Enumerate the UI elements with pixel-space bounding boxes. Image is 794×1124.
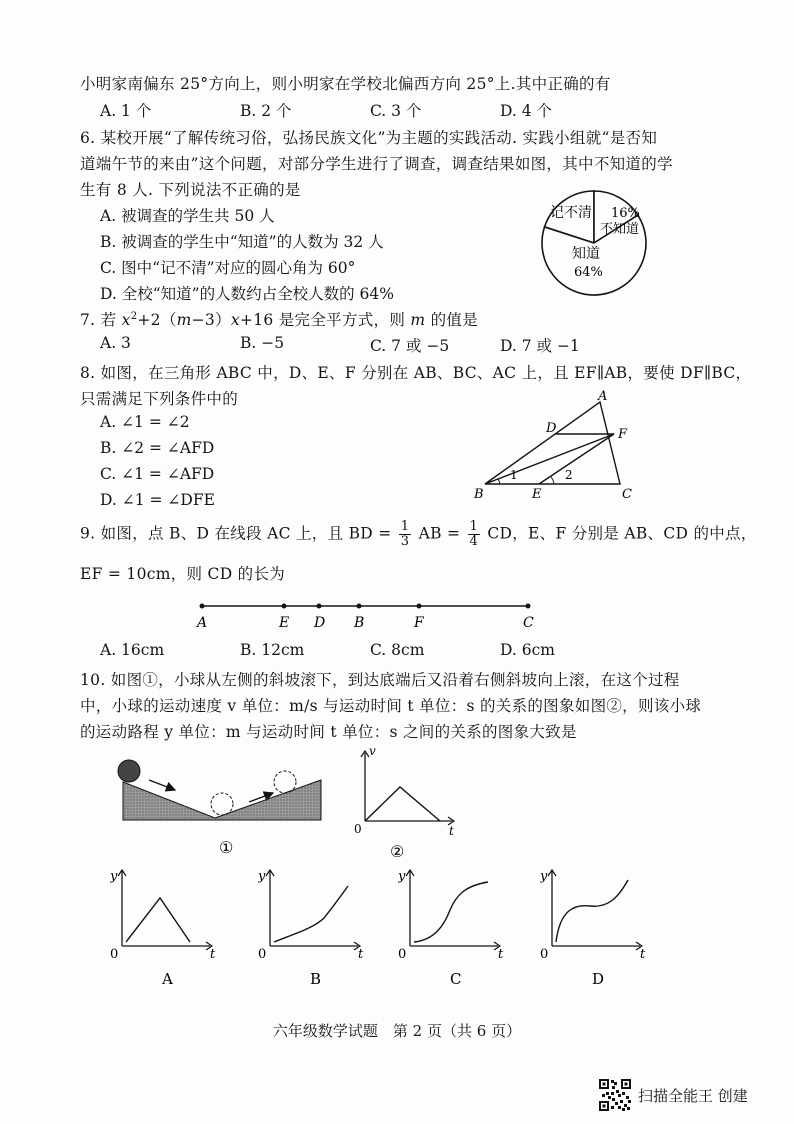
q6-option-c: C. 图中“记不清”对应的圆心角为 60° — [100, 259, 356, 277]
q8-label-e: E — [532, 487, 542, 502]
q8-option-a: A. ∠1 = ∠2 — [100, 413, 190, 431]
answer-y-label: y — [110, 869, 118, 884]
q10-line3: 的运动路程 y 单位：m 与运动时间 t 单位：s 之间的关系的图象大致是 — [80, 723, 577, 741]
answer-curve-c — [414, 882, 488, 942]
q9-frac2-den: 4 — [469, 534, 479, 549]
q7-stem-tail: 的值是 — [425, 311, 479, 329]
answer-curve-d — [556, 880, 628, 942]
q7-option-c: C. 7 或 −5 — [370, 337, 450, 355]
pie-label-64pct: 64% — [574, 265, 603, 280]
q7-stem-end: +16 是完全平方式，则 — [239, 311, 411, 329]
answer-label-d: D — [592, 970, 605, 988]
q6-pie-chart — [528, 186, 658, 300]
q7-stem — [80, 308, 478, 330]
segment-label-c: C — [523, 615, 534, 631]
q10-figure-1-slopes — [115, 757, 330, 857]
q7-option-b: B. −5 — [240, 334, 285, 352]
camscanner-watermark — [598, 1078, 748, 1112]
q8-option-d: D. ∠1 = ∠DFE — [100, 491, 215, 509]
answer-t-label: t — [210, 947, 216, 962]
q9-frac1-den: 3 — [400, 534, 410, 549]
q9-pre: 9. 如图，点 B、D 在线段 AC 上，且 BD = — [80, 524, 392, 543]
answer-graph-a — [110, 866, 220, 996]
q6-line2: 道端午节的来由”这个问题，对部分学生进行了调查，调查结果如图，其中不知道的学 — [80, 155, 673, 173]
answer-y-label: y — [258, 869, 266, 884]
q10-line2: 中，小球的运动速度 v 单位：m/s 与运动时间 t 单位：s 的关系的图象如图②，则该小球 — [80, 697, 702, 715]
segment-point-b — [357, 604, 362, 609]
pie-label-jibuqing: 记不清 — [550, 205, 592, 221]
figure-1-label: ① — [219, 838, 234, 857]
q8-line1: 8. 如图，在三角形 ABC 中，D、E、F 分别在 AB、BC、AC 上，且 EF∥AB，要使 DF∥BC， — [80, 364, 752, 382]
q9-segment-figure — [190, 596, 540, 632]
answer-graph-d — [540, 866, 650, 996]
qr-code-icon — [598, 1078, 632, 1112]
segment-point-c — [526, 604, 531, 609]
q8-label-c: C — [622, 487, 632, 502]
answer-t-label: t — [640, 947, 646, 962]
q7-stem-post: −3） — [191, 311, 231, 329]
pie-label-buzhidao: 不知道 — [600, 222, 640, 237]
q9-line2: EF = 10cm，则 CD 的长为 — [80, 565, 286, 583]
q5-text: 小明家南偏东 25°方向上，则小明家在学校北偏西方向 25°上.其中正确的有 — [80, 75, 611, 93]
segment-label-a: A — [197, 615, 208, 631]
camscanner-text: 扫描全能王 创建 — [638, 1086, 748, 1105]
q6-line1: 6. 某校开展“了解传统习俗，弘扬民族文化”为主题的实践活动. 实践小组就“是否知 — [80, 129, 658, 147]
q8-angle-1: 1 — [510, 468, 518, 482]
segment-label-b: B — [354, 615, 365, 631]
answer-label-b: B — [310, 970, 322, 988]
answer-label-a: A — [162, 970, 173, 988]
q6-option-a: A. 被调查的学生共 50 人 — [100, 207, 275, 225]
segment-point-d — [317, 604, 322, 609]
answer-origin: 0 — [398, 947, 407, 962]
q5-option-a: A. 1 个 — [100, 102, 152, 120]
q7-option-d: D. 7 或 −1 — [500, 337, 580, 355]
segment-label-d: D — [314, 615, 326, 631]
answer-y-label: y — [398, 869, 406, 884]
answer-t-label: t — [358, 947, 364, 962]
q8-angle-2: 2 — [565, 468, 573, 482]
q9-option-d: D. 6cm — [500, 641, 555, 659]
q9-frac-2 — [468, 520, 481, 549]
q10-figure-2-vt-graph — [350, 745, 460, 860]
q7-m2: m — [410, 311, 426, 329]
q8-label-f: F — [618, 427, 628, 442]
answer-origin: 0 — [258, 947, 267, 962]
q6-line3: 生有 8 人. 下列说法不正确的是 — [80, 181, 301, 199]
q8-option-b: B. ∠2 = ∠AFD — [100, 439, 215, 457]
segment-label-f: F — [414, 615, 424, 631]
q9-option-b: B. 12cm — [240, 641, 305, 659]
answer-origin: 0 — [540, 947, 549, 962]
q7-stem-mid: +2（ — [137, 311, 177, 329]
answer-t-label: t — [498, 947, 504, 962]
q5-option-d: D. 4 个 — [500, 102, 553, 120]
answer-y-label: y — [540, 869, 548, 884]
q8-line2: 只需满足下列条件中的 — [80, 390, 239, 408]
pie-label-16pct: 16% — [611, 206, 640, 221]
page-footer: 六年级数学试题 第 2 页（共 6 页） — [272, 1022, 522, 1040]
q9-stem — [80, 520, 757, 549]
segment-label-e: E — [279, 615, 290, 631]
q10-line1: 10. 如图①，小球从左侧的斜坡滚下，到达底端后又沿着右侧斜坡向上滚，在这个过程 — [80, 671, 680, 689]
figure-2-label: ② — [390, 842, 405, 860]
q8-label-b: B — [474, 487, 484, 502]
pie-label-zhidao: 知道 — [572, 246, 600, 262]
answer-curve-a — [126, 898, 190, 942]
fig2-v-label: v — [369, 745, 376, 758]
q8-label-a: A — [598, 389, 608, 404]
ball-outline-icon — [211, 793, 233, 815]
q8-option-c: C. ∠1 = ∠AFD — [100, 465, 215, 483]
q7-m: m — [176, 311, 192, 329]
ball-icon — [118, 760, 140, 782]
q9-frac-1 — [399, 520, 412, 549]
fig2-t-label: t — [449, 824, 454, 838]
answer-label-c: C — [450, 970, 462, 988]
answer-origin: 0 — [110, 947, 119, 962]
q9-frac2-num: 1 — [469, 519, 479, 534]
q7-option-a: A. 3 — [100, 334, 131, 352]
q9-option-c: C. 8cm — [370, 641, 425, 659]
segment-point-e — [282, 604, 287, 609]
q5-option-c: C. 3 个 — [370, 102, 422, 120]
fig2-origin: 0 — [354, 822, 362, 836]
q6-option-b: B. 被调查的学生中“知道”的人数为 32 人 — [100, 233, 384, 251]
q9-option-a: A. 16cm — [100, 641, 165, 659]
q6-option-d: D. 全校“知道”的人数约占全校人数的 64% — [100, 285, 394, 303]
segment-point-f — [417, 604, 422, 609]
answer-graph-c — [398, 866, 508, 996]
q7-x: x — [121, 311, 131, 329]
q5-option-b: B. 2 个 — [240, 102, 292, 120]
q9-mid: AB = — [418, 524, 461, 543]
q9-frac1-num: 1 — [400, 519, 410, 534]
segment-point-a — [200, 604, 205, 609]
q7-sup: 2 — [130, 310, 138, 322]
answer-graph-b — [258, 866, 368, 996]
q9-post: CD，E、F 分别是 AB、CD 的中点， — [487, 524, 757, 543]
q8-triangle-figure — [470, 388, 670, 504]
q8-label-d: D — [546, 421, 557, 436]
q7-stem-pre: 7. 若 — [80, 311, 122, 329]
answer-curve-b — [274, 886, 348, 942]
q7-x2: x — [230, 311, 240, 329]
